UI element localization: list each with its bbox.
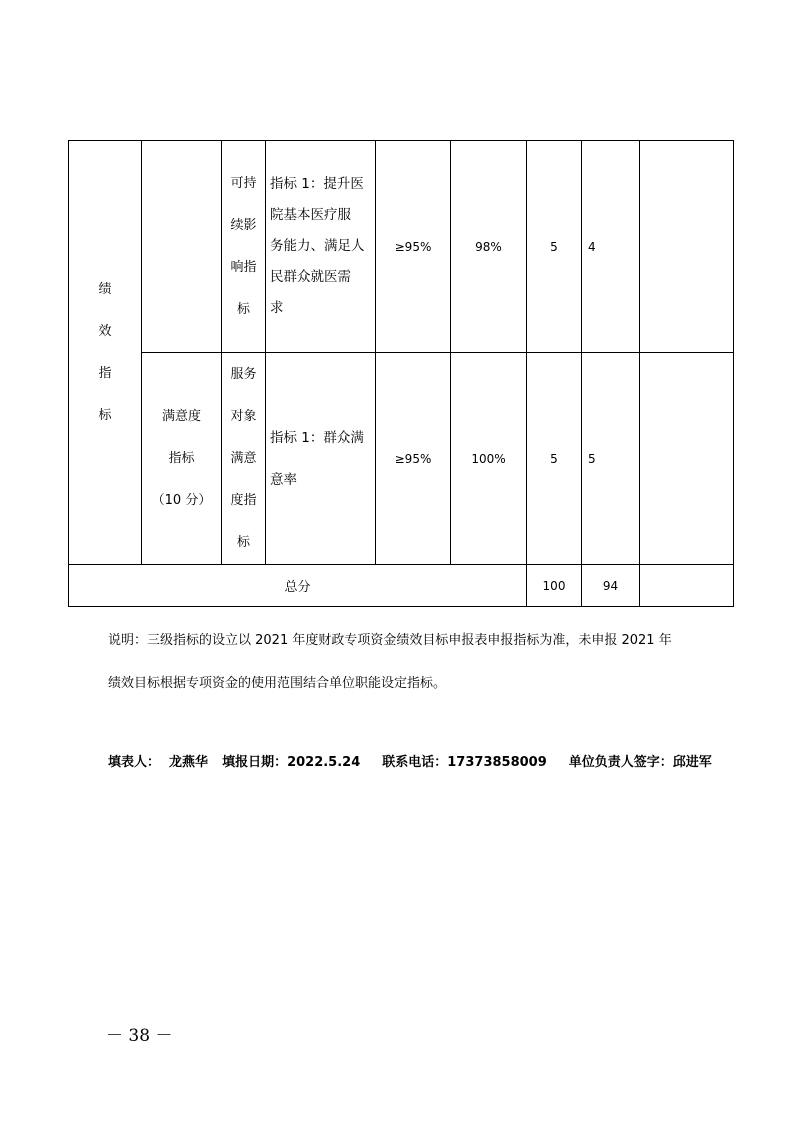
- indicator-cell: [266, 353, 376, 565]
- level2-line: 满意度: [161, 408, 201, 424]
- level2-line: （10 分）: [151, 492, 212, 508]
- level3-line: 响指: [230, 259, 257, 275]
- note-line: 绩效目标根据专项资金的使用范围结合单位职能设定指标。: [108, 676, 447, 691]
- level3-line: 续影: [230, 217, 257, 233]
- score-value: 5: [582, 353, 640, 565]
- remark-cell: [640, 353, 734, 565]
- table-row: [69, 353, 734, 565]
- target-value: ≥95%: [376, 141, 451, 353]
- table-row: [69, 565, 734, 607]
- level3-line: 标: [236, 301, 250, 317]
- level1-char: 效: [98, 323, 112, 339]
- contact-phone: 联系电话：17373858009: [382, 755, 547, 770]
- fill-date: 填报日期：2022.5.24: [222, 755, 361, 770]
- filler-name: 填表人： 龙燕华: [108, 755, 209, 770]
- level3-line: 度指: [230, 492, 257, 508]
- level1-char: 标: [98, 407, 112, 423]
- score-value: 4: [582, 141, 640, 353]
- indicator-line: 民群众就医需: [270, 269, 351, 285]
- note-line: 说明：三级指标的设立以 2021 年度财政专项资金绩效目标申报表申报指标为准，未申报 2021 年: [108, 633, 672, 648]
- indicator-cell: [266, 141, 376, 353]
- table-row: [69, 141, 734, 353]
- weight-value: 5: [527, 353, 582, 565]
- level1-char: 绩: [98, 281, 112, 297]
- page-number: － 38 －: [106, 1026, 173, 1046]
- level2-cell: [142, 353, 222, 565]
- indicator-line: 务能力、满足人: [270, 238, 365, 254]
- total-weight: 100: [527, 565, 582, 607]
- performance-table: [68, 140, 734, 607]
- actual-value: 100%: [451, 353, 527, 565]
- signature-line: [108, 751, 748, 775]
- indicator-line: 指标 1：群众满: [270, 429, 364, 446]
- level3-cell: [222, 141, 266, 353]
- indicator-line: 求: [270, 300, 284, 316]
- total-remark: [640, 565, 734, 607]
- indicator-line: 院基本医疗服: [270, 207, 351, 223]
- level3-line: 标: [236, 534, 250, 550]
- indicator-line: 意率: [270, 471, 297, 488]
- indicator-line: 指标 1：提升医: [270, 176, 364, 192]
- level1-char: 指: [98, 365, 112, 381]
- explanation-note: [108, 619, 708, 705]
- total-label: 总分: [69, 565, 527, 607]
- leader-signature: 单位负责人签字：邱进军: [568, 755, 712, 770]
- level3-cell: [222, 353, 266, 565]
- level1-cell: [69, 141, 142, 565]
- level3-line: 对象: [230, 408, 257, 424]
- weight-value: 5: [527, 141, 582, 353]
- total-score: 94: [582, 565, 640, 607]
- target-value: ≥95%: [376, 353, 451, 565]
- level3-line: 服务: [230, 366, 257, 382]
- empty-level2-cell: [142, 141, 222, 353]
- level2-line: 指标: [168, 450, 195, 466]
- remark-cell: [640, 141, 734, 353]
- level3-line: 可持: [230, 175, 257, 191]
- actual-value: 98%: [451, 141, 527, 353]
- level3-line: 满意: [230, 450, 257, 466]
